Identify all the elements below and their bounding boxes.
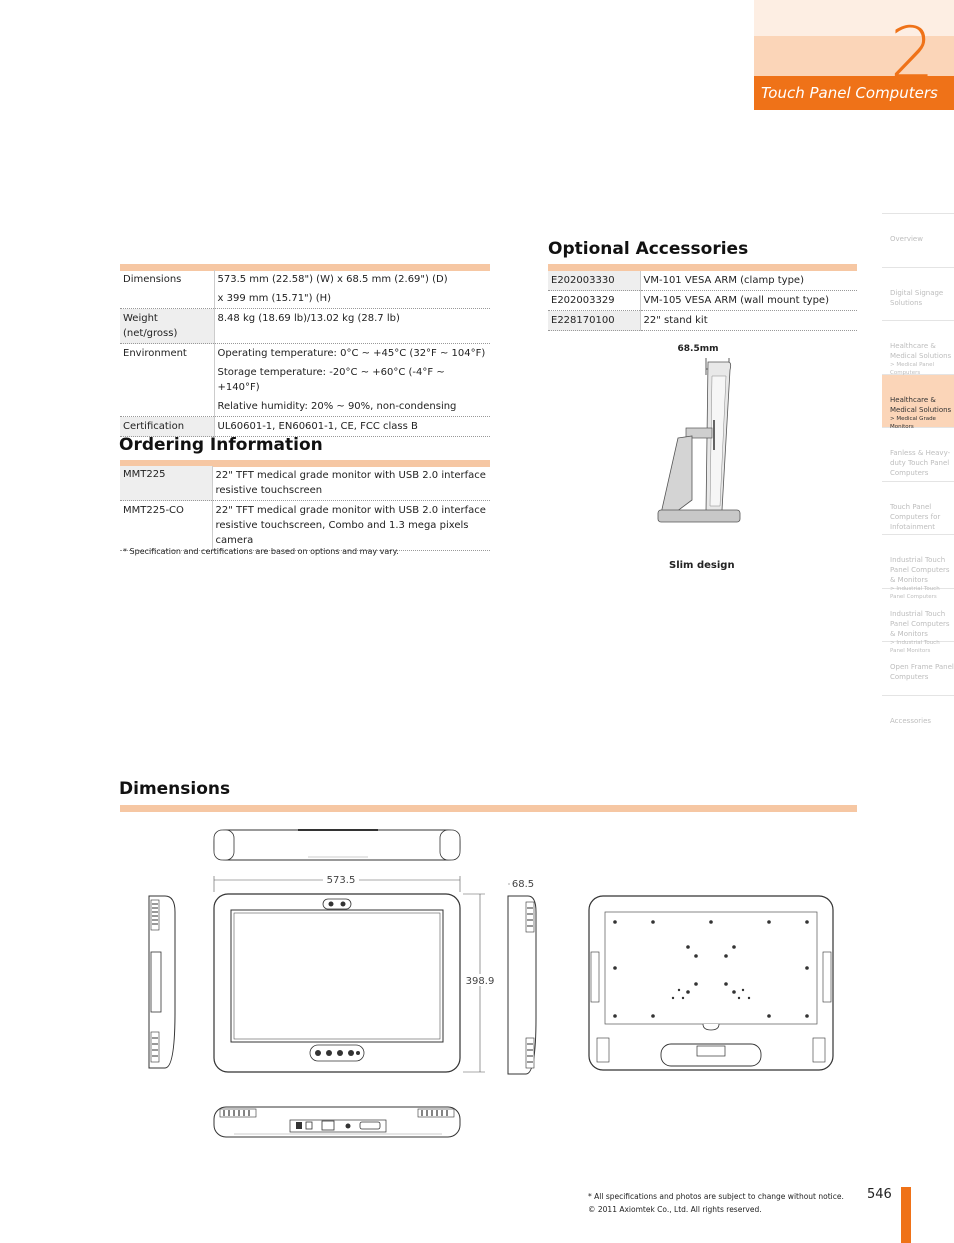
model-description: resistive touchscreen xyxy=(215,485,323,496)
sidebar-item-sublabel: > Industrial Touch Panel Monitors xyxy=(890,639,940,654)
chapter-title: Touch Panel Computers xyxy=(761,84,938,102)
front-view-drawing xyxy=(205,868,505,1078)
spec-label: Dimensions xyxy=(120,270,214,289)
table-row xyxy=(120,417,490,437)
footer-disclaimer-line: * All specifications and photos are subject to change without notice. xyxy=(588,1192,844,1201)
height-dimension: 398.9 xyxy=(465,976,495,987)
sidebar-item-medical-panel-computers[interactable] xyxy=(882,320,954,374)
table-row xyxy=(120,344,490,364)
spec-label: Certification xyxy=(120,417,214,437)
sidebar-item-label: Industrial Touch Panel Computers & Monitors xyxy=(890,609,950,638)
spec-value: x 399 mm (15.71") (H) xyxy=(214,289,490,309)
sidebar-item-label: Fanless & Heavy-duty Touch Panel Computers xyxy=(890,449,951,477)
sidebar-item-fanless[interactable] xyxy=(882,427,954,481)
sidebar-item-sublabel: > Industrial Touch Panel Computers xyxy=(890,586,940,600)
table-row xyxy=(120,397,490,417)
table-row xyxy=(120,270,490,289)
sidebar-item-industrial-panel-computers[interactable] xyxy=(882,534,954,600)
chapter-number: 2 xyxy=(890,12,935,94)
sidebar-item-label: Digital Signage Solutions xyxy=(890,288,944,307)
sidebar-item-label: Overview xyxy=(890,235,923,243)
sidebar-item-digital-signage[interactable] xyxy=(882,267,954,321)
depth-label: 68.5mm xyxy=(677,344,719,354)
top-view-drawing xyxy=(208,824,466,864)
part-number: E202003329 xyxy=(548,291,640,311)
footer-copyright-line: © 2011 Axiomtek Co., Ltd. All rights reserved. xyxy=(588,1205,762,1214)
spec-value: Relative humidity: 20% ~ 90%, non-condensing xyxy=(214,397,490,417)
section-sidebar xyxy=(882,213,954,748)
dimensions-heading: Dimensions xyxy=(119,779,231,799)
part-number: E202003330 xyxy=(548,271,640,291)
spec-label: Environment xyxy=(120,344,214,364)
sidebar-item-label: Healthcare & Medical Solutions xyxy=(890,342,952,360)
accessories-table xyxy=(548,271,857,331)
model-number: MMT225 xyxy=(120,466,212,501)
slim-design-caption: Slim design xyxy=(669,560,735,571)
model-description: camera xyxy=(215,535,254,546)
dimensions-header-bar xyxy=(120,805,857,812)
table-row xyxy=(548,271,857,291)
model-description: resistive touchscreen, Combo and 1.3 mega pixels xyxy=(215,520,469,531)
part-number: E228170100 xyxy=(548,311,640,331)
sidebar-item-label: Accessories xyxy=(890,716,932,725)
table-row xyxy=(548,291,857,311)
bottom-view-drawing xyxy=(208,1104,466,1140)
spec-value: UL60601-1, EN60601-1, CE, FCC class B xyxy=(214,417,490,437)
model-number: MMT225-CO xyxy=(120,501,212,551)
right-side-view-drawing xyxy=(500,878,550,1078)
sidebar-item-label: Industrial Touch Panel Computers & Monitors xyxy=(890,556,950,584)
sidebar-item-label: Open Frame Panel Computers xyxy=(890,663,954,681)
width-dimension: 573.5 xyxy=(326,875,356,886)
spec-value: Operating temperature: 0°C ~ +45°C (32°F ~ 104°F) xyxy=(217,348,486,359)
left-side-view-drawing xyxy=(143,892,183,1072)
spec-value: 8.48 kg (18.69 lb)/13.02 kg (28.7 lb) xyxy=(214,309,490,344)
sidebar-item-label: Touch Panel Computers for Infotainment xyxy=(890,502,941,531)
model-description: 22" TFT medical grade monitor with USB 2.0 interface xyxy=(215,505,486,516)
table-row xyxy=(120,363,490,397)
spec-value: 573.5 mm (22.58") (W) x 68.5 mm (2.69") (D) xyxy=(217,274,448,285)
sidebar-item-overview[interactable] xyxy=(882,213,954,267)
table-row xyxy=(120,309,490,344)
sidebar-item-accessories[interactable] xyxy=(882,695,954,749)
slim-design-illustration xyxy=(640,340,770,530)
specs-table xyxy=(120,270,490,437)
part-description: VM-101 VESA ARM (clamp type) xyxy=(640,271,857,291)
sidebar-item-sublabel: > Medical Panel Computers xyxy=(890,362,935,376)
footer-disclaimer xyxy=(588,1190,844,1216)
sidebar-item-infotainment[interactable] xyxy=(882,481,954,535)
spec-value: Storage temperature: -20°C ~ +60°C (-4°F ~ +140°F) xyxy=(217,367,445,393)
part-description: VM-105 VESA ARM (wall mount type) xyxy=(640,291,857,311)
table-row xyxy=(120,501,490,551)
ordering-table xyxy=(120,466,490,551)
sidebar-item-sublabel: > Medical Grade Monitors xyxy=(890,415,936,430)
depth-dimension: 68.5 xyxy=(511,879,535,890)
ordering-heading: Ordering Information xyxy=(119,435,323,455)
accessories-heading: Optional Accessories xyxy=(548,239,749,259)
spec-label: Weight (net/gross) xyxy=(120,309,214,344)
table-row xyxy=(548,311,857,331)
page-number: 546 xyxy=(867,1187,892,1202)
model-description: 22" TFT medical grade monitor with USB 2.0 interface xyxy=(215,470,486,481)
ordering-note: * Specification and certifications are based on options and may vary. xyxy=(123,547,399,556)
rear-view-drawing xyxy=(585,892,837,1074)
sidebar-item-medical-grade-monitors[interactable] xyxy=(882,374,954,428)
table-row xyxy=(120,466,490,501)
accessories-header-bar xyxy=(548,264,857,271)
table-row xyxy=(120,289,490,309)
part-description: 22" stand kit xyxy=(640,311,857,331)
page-marker-bar xyxy=(901,1187,911,1243)
sidebar-item-label: Healthcare & Medical Solutions xyxy=(890,395,952,414)
